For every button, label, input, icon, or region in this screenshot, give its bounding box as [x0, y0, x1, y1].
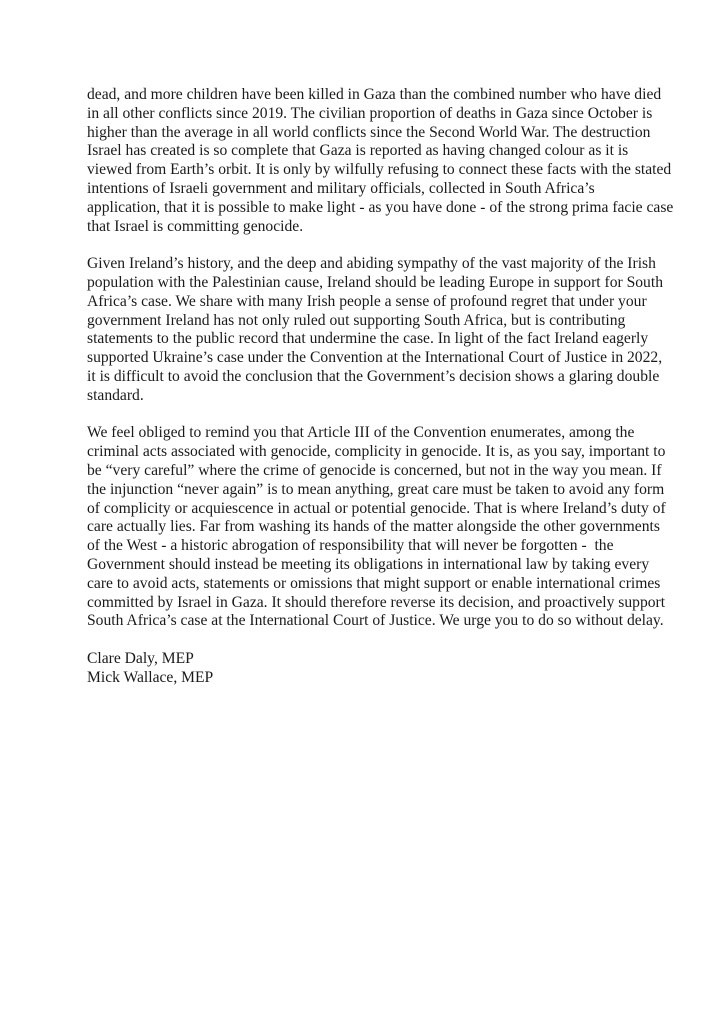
text-line: it is difficult to avoid the conclusion that the Government’s decision shows a glaring double [87, 367, 660, 385]
text-line: dead, and more children have been killed in Gaza than the combined number who have died [87, 86, 662, 103]
text-line: care to avoid acts, statements or omissions that might support or enable international crimes [87, 574, 661, 592]
text-line: of complicity or acquiescence in actual or potential genocide. That is where Ireland’s duty of [87, 499, 666, 517]
signature-mick-wallace: Mick Wallace, MEP [87, 668, 214, 686]
text-line: standard. [87, 386, 144, 404]
text-line: statements to the public record that undermine the case. In light of the fact Ireland eagerly [87, 330, 649, 348]
signature-clare-daly: Clare Daly, MEP [87, 649, 194, 667]
text-line: the injunction “never again” is to mean anything, great care must be taken to avoid any form [87, 480, 665, 498]
text-line: population with the Palestinian cause, Ireland should be leading Europe in support for South [87, 273, 663, 291]
text-line: higher than the average in all world conflicts since the Second World War. The destruction [87, 123, 651, 141]
text-line: application, that it is possible to make light - as you have done - of the strong prima facie case [87, 198, 674, 216]
text-line: South Africa’s case at the International Court of Justice. We urge you to do so without delay. [87, 612, 664, 630]
text-line: that Israel is committing genocide. [87, 217, 304, 235]
text-line: Given Ireland’s history, and the deep and abiding sympathy of the vast majority of the Irish [87, 255, 656, 273]
text-line: We feel obliged to remind you that Article III of the Convention enumerates, among the [87, 424, 635, 442]
text-line: care actually lies. Far from washing its hands of the matter alongside the other governments [87, 518, 660, 536]
text-line: be “very careful” where the crime of genocide is concerned, but not in the way you mean. If [87, 461, 662, 479]
text-line: government Ireland has not only ruled out supporting South Africa, but is contributing [87, 311, 626, 329]
text-line: intentions of Israeli government and military officials, collected in South Africa’s [87, 179, 595, 197]
paragraph-article-iii [87, 424, 666, 631]
letter-page [87, 86, 674, 688]
text-line: Africa’s case. We share with many Irish people a sense of profound regret that under your [87, 292, 647, 310]
text-line: supported Ukraine’s case under the Convention at the International Court of Justice in 2022, [87, 349, 663, 367]
text-line: viewed from Earth’s orbit. It is only by wilfully refusing to connect these facts with the stated [87, 161, 672, 179]
text-line: criminal acts associated with genocide, complicity in genocide. It is, as you say, important to [87, 443, 666, 461]
signature-block [87, 650, 647, 688]
text-line: Israel has created is so complete that Gaza is reported as having changed colour as it is [87, 142, 629, 160]
text-line: Government should instead be meeting its obligations in international law by taking every [87, 555, 650, 573]
text-line: committed by Israel in Gaza. It should therefore reverse its decision, and proactively support [87, 593, 666, 611]
paragraph-gaza-facts [87, 86, 674, 236]
text-line: in all other conflicts since 2019. The civilian proportion of deaths in Gaza since October is [87, 104, 653, 122]
paragraph-ireland-history [87, 255, 663, 405]
text-line: of the West - a historic abrogation of responsibility that will never be forgotten - the [87, 537, 614, 555]
